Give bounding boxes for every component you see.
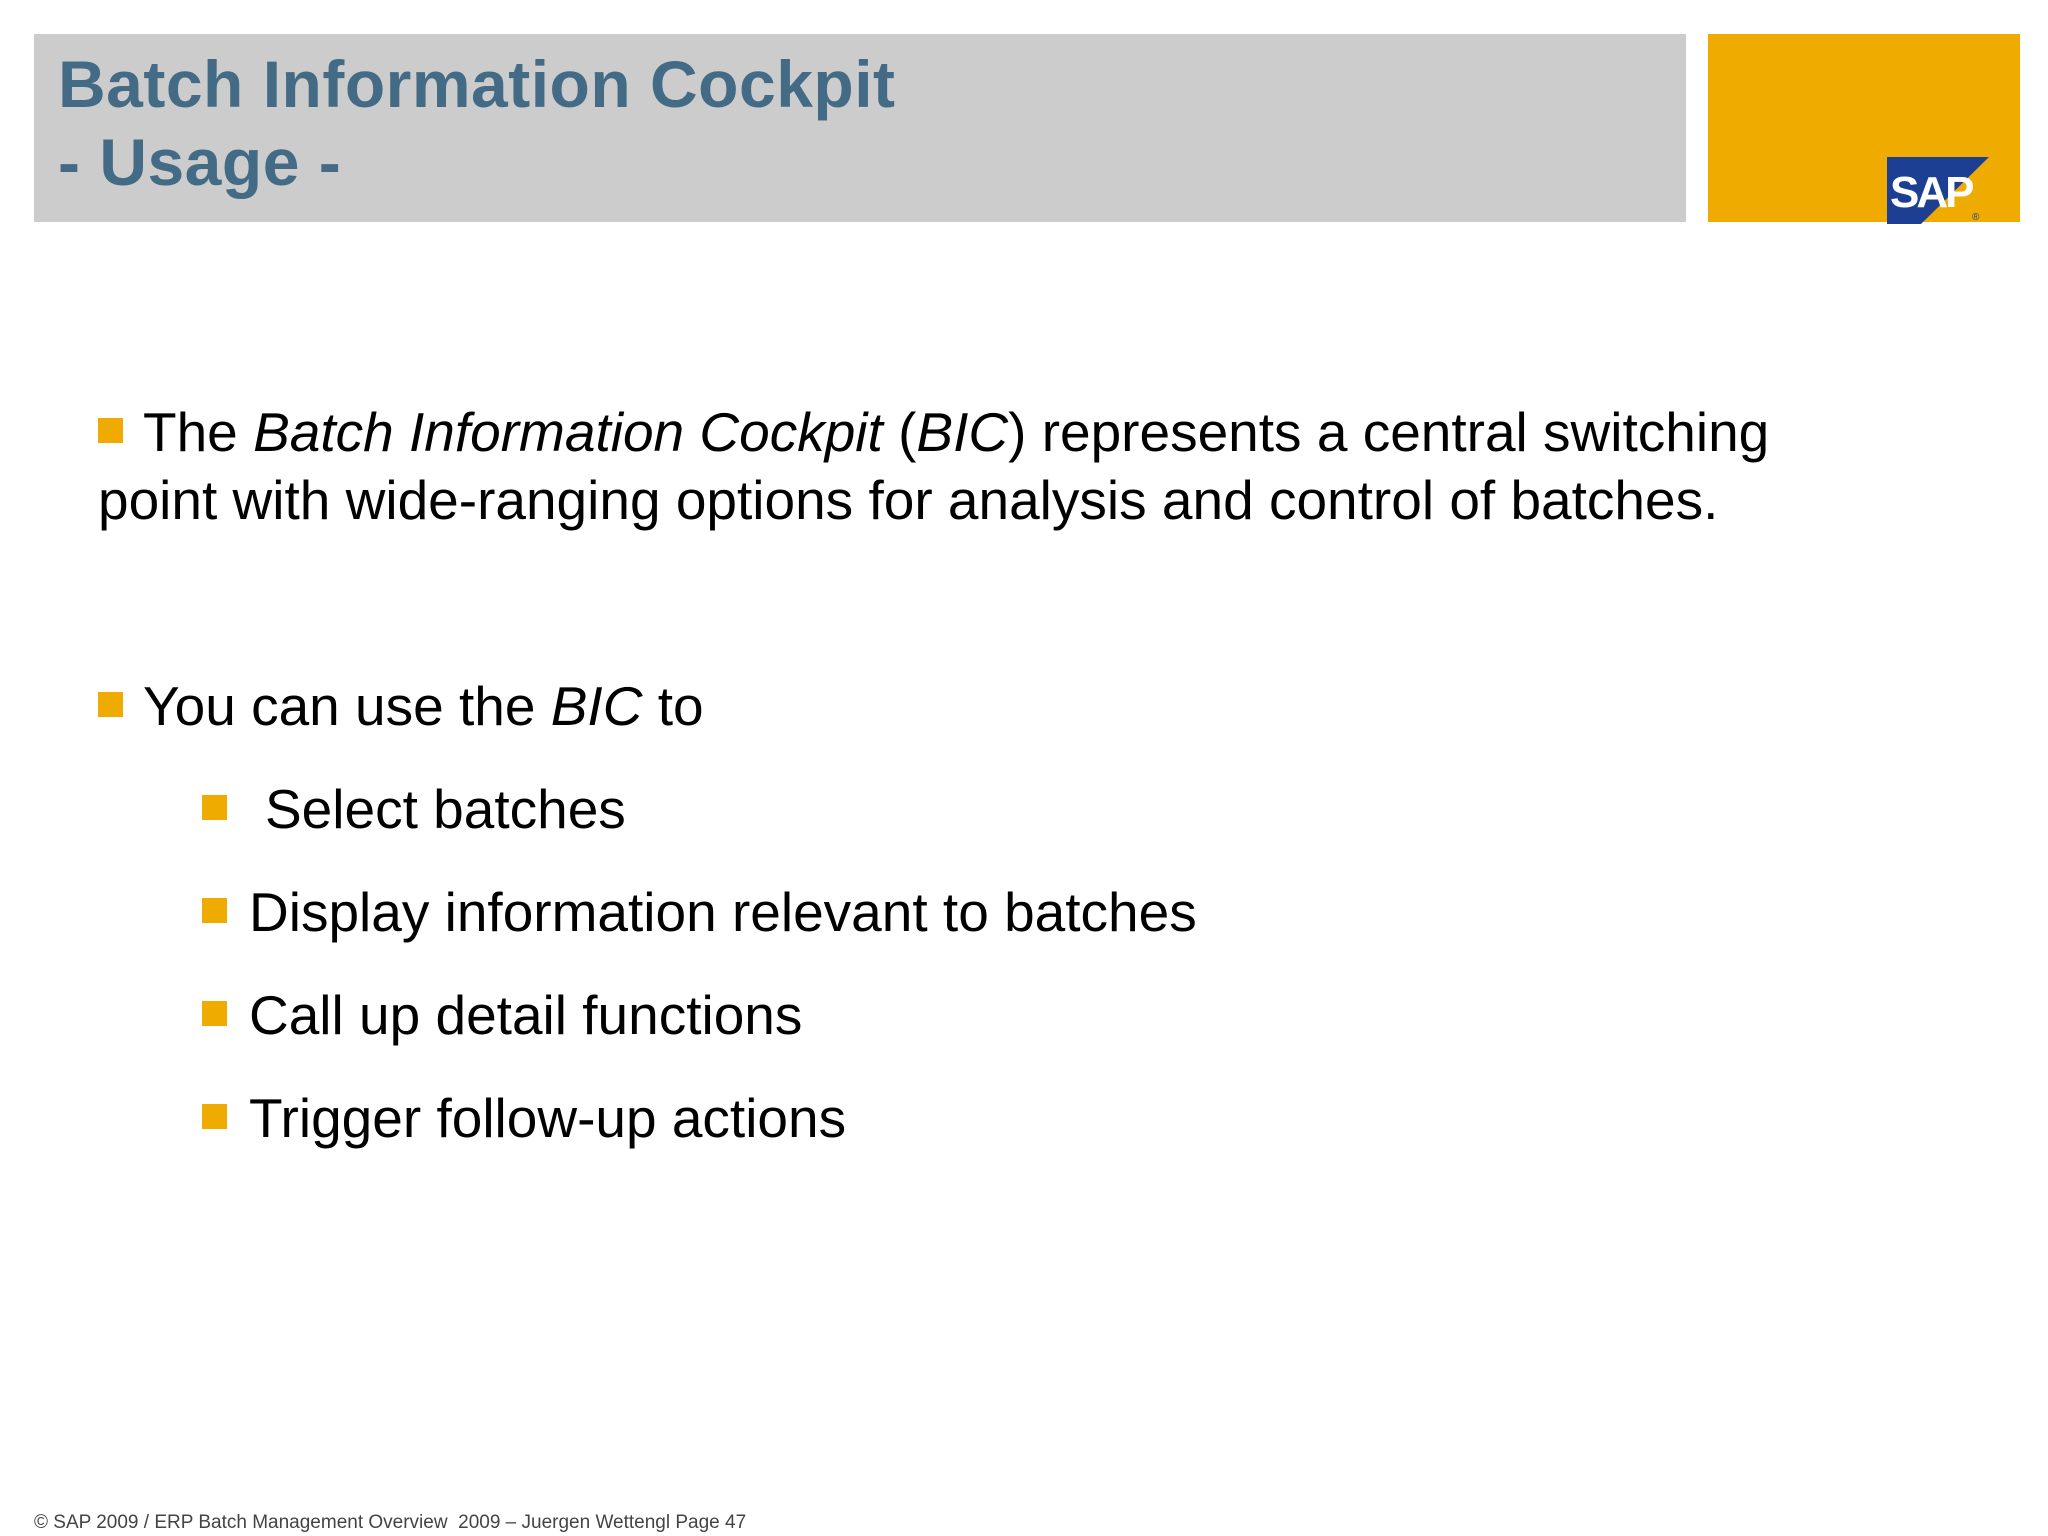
sap-logo-icon [1887, 157, 1989, 224]
title-bar [34, 34, 1686, 222]
slide-footer: © SAP 2009 / ERP Batch Management Overview 2009 – Juergen Wettengl Page 47 [34, 1512, 747, 1533]
bullet-square-icon [202, 795, 227, 820]
sap-logo-block [1708, 34, 2020, 222]
bullet-item-bic-usage: You can use the BIC to [98, 672, 704, 740]
sub-bullet-display-information: Display information relevant to batches [202, 878, 1197, 946]
bullet-square-icon [202, 1001, 227, 1026]
slide-subtitle: - Usage - [58, 125, 342, 199]
slide-title: Batch Information Cockpit [58, 47, 896, 121]
bullet-square-icon [98, 418, 123, 443]
sub-bullet-select-batches: Select batches [202, 775, 626, 843]
sub-bullet-detail-functions: Call up detail functions [202, 981, 802, 1049]
sap-logo-text: SAP [1890, 168, 1972, 217]
bullet-square-icon [202, 898, 227, 923]
bullet-square-icon [98, 692, 123, 717]
bullet-square-icon [202, 1104, 227, 1129]
registered-mark: ® [1972, 212, 1980, 223]
sub-bullet-follow-up-actions: Trigger follow-up actions [202, 1084, 846, 1152]
bullet-item-bic-description: The Batch Information Cockpit (BIC) represents a central switching point with wide-ranging options for analysis and control of batches. [98, 401, 1770, 531]
